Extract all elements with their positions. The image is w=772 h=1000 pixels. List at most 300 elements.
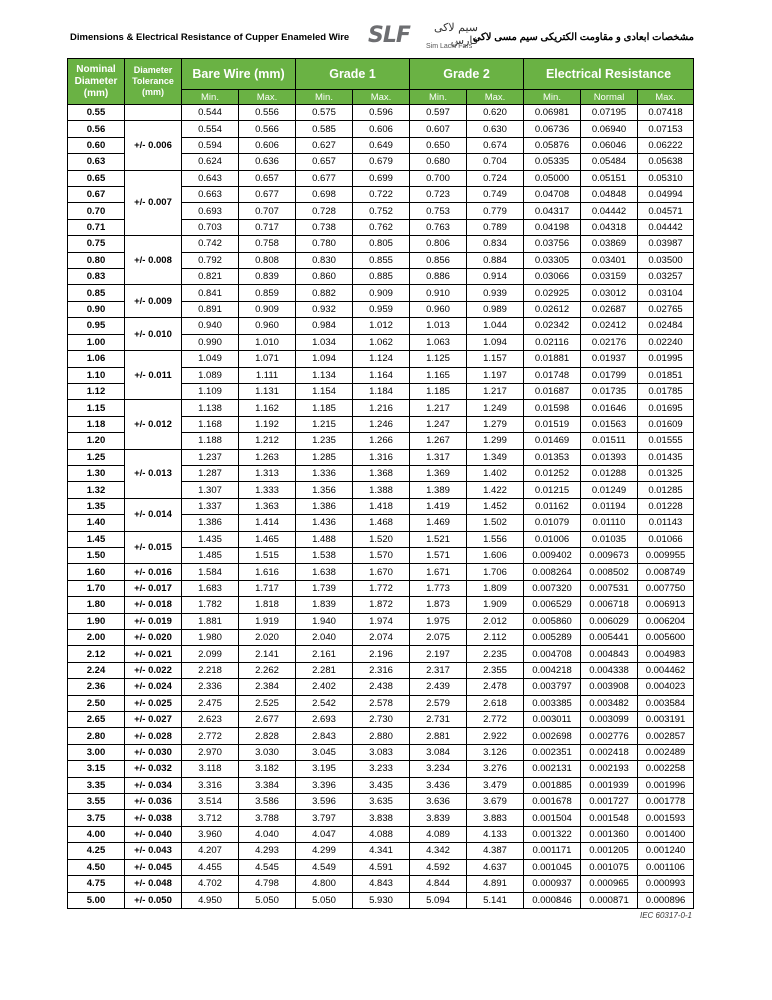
resistance-min-cell: 0.01881 [524,351,581,367]
tolerance-cell: +/- 0.032 [125,761,182,777]
resistance-max-cell: 0.001996 [638,777,694,793]
resistance-min-cell: 0.02342 [524,318,581,334]
resistance-max-cell: 0.001240 [638,843,694,859]
grade2-min-cell: 3.436 [410,777,467,793]
wire-spec-table [67,58,694,909]
grade2-min-cell: 2.731 [410,712,467,728]
grade1-max-cell: 0.699 [353,170,410,186]
grade2-min-cell: 1.185 [410,383,467,399]
bare-min-cell: 1.237 [182,449,239,465]
grade1-max-cell: 3.435 [353,777,410,793]
grade2-max-cell: 3.126 [467,744,524,760]
header-resistance-normal: Normal [581,90,638,105]
header-diameter-tolerance: Diameter Tolerance (mm) [125,59,182,105]
table-body [68,105,694,909]
table-row [68,449,694,465]
nominal-diameter-cell: 0.70 [68,203,125,219]
bare-min-cell: 0.594 [182,137,239,153]
grade1-min-cell: 4.549 [296,859,353,875]
grade1-max-cell: 2.196 [353,646,410,662]
nominal-diameter-cell: 1.32 [68,482,125,498]
bare-max-cell: 4.545 [239,859,296,875]
tolerance-cell: +/- 0.012 [125,400,182,449]
grade1-min-cell: 1.094 [296,351,353,367]
resistance-normal-cell: 0.04442 [581,203,638,219]
grade2-max-cell: 0.630 [467,121,524,137]
resistance-max-cell: 0.01435 [638,449,694,465]
bare-min-cell: 1.683 [182,580,239,596]
grade2-min-cell: 5.094 [410,892,467,908]
resistance-min-cell: 0.04317 [524,203,581,219]
tolerance-cell: +/- 0.030 [125,744,182,760]
grade2-min-cell: 0.960 [410,301,467,317]
resistance-min-cell: 0.01252 [524,465,581,481]
grade1-max-cell: 1.772 [353,580,410,596]
tolerance-cell: +/- 0.021 [125,646,182,662]
table-row [68,236,694,252]
grade1-max-cell: 1.570 [353,547,410,563]
bare-max-cell: 5.050 [239,892,296,908]
grade1-max-cell: 2.074 [353,630,410,646]
nominal-diameter-cell: 2.12 [68,646,125,662]
grade2-min-cell: 0.806 [410,236,467,252]
grade1-min-cell: 1.488 [296,531,353,547]
nominal-diameter-cell: 0.85 [68,285,125,301]
resistance-normal-cell: 0.03401 [581,252,638,268]
tolerance-cell [125,105,182,121]
resistance-min-cell: 0.008264 [524,564,581,580]
grade2-min-cell: 1.267 [410,433,467,449]
grade2-min-cell: 1.873 [410,597,467,613]
resistance-max-cell: 0.003191 [638,712,694,728]
grade1-min-cell: 0.738 [296,219,353,235]
bare-min-cell: 0.703 [182,219,239,235]
grade1-min-cell: 2.040 [296,630,353,646]
resistance-normal-cell: 0.01194 [581,498,638,514]
nominal-diameter-cell: 4.00 [68,826,125,842]
grade1-max-cell: 4.341 [353,843,410,859]
grade2-min-cell: 4.342 [410,843,467,859]
grade2-max-cell: 5.141 [467,892,524,908]
grade2-max-cell: 2.112 [467,630,524,646]
resistance-normal-cell: 0.001727 [581,794,638,810]
grade1-min-cell: 1.034 [296,334,353,350]
resistance-max-cell: 0.007750 [638,580,694,596]
grade1-min-cell: 1.356 [296,482,353,498]
grade2-min-cell: 3.636 [410,794,467,810]
grade2-min-cell: 1.125 [410,351,467,367]
bare-max-cell: 1.131 [239,383,296,399]
bare-max-cell: 1.162 [239,400,296,416]
header-grade2-max: Max. [467,90,524,105]
resistance-normal-cell: 0.001205 [581,843,638,859]
bare-max-cell: 0.677 [239,187,296,203]
grade1-min-cell: 0.932 [296,301,353,317]
grade2-max-cell: 0.620 [467,105,524,121]
resistance-normal-cell: 0.006029 [581,613,638,629]
bare-min-cell: 3.960 [182,826,239,842]
grade2-min-cell: 3.234 [410,761,467,777]
grade1-max-cell: 1.468 [353,515,410,531]
resistance-min-cell: 0.002351 [524,744,581,760]
resistance-normal-cell: 0.001075 [581,859,638,875]
nominal-diameter-cell: 5.00 [68,892,125,908]
nominal-diameter-cell: 3.15 [68,761,125,777]
grade2-min-cell: 0.856 [410,252,467,268]
grade2-min-cell: 2.075 [410,630,467,646]
resistance-max-cell: 0.05310 [638,170,694,186]
bare-max-cell: 1.263 [239,449,296,465]
grade1-min-cell: 0.627 [296,137,353,153]
table-row [68,121,694,137]
grade1-min-cell: 0.585 [296,121,353,137]
resistance-min-cell: 0.004218 [524,662,581,678]
grade1-min-cell: 4.299 [296,843,353,859]
resistance-max-cell: 0.01609 [638,416,694,432]
grade2-min-cell: 0.886 [410,269,467,285]
resistance-max-cell: 0.03500 [638,252,694,268]
resistance-max-cell: 0.002489 [638,744,694,760]
bare-max-cell: 0.636 [239,154,296,170]
grade2-min-cell: 3.839 [410,810,467,826]
resistance-normal-cell: 0.003908 [581,679,638,695]
resistance-min-cell: 0.005860 [524,613,581,629]
resistance-max-cell: 0.01851 [638,367,694,383]
nominal-diameter-cell: 0.60 [68,137,125,153]
grade2-min-cell: 1.389 [410,482,467,498]
nominal-diameter-cell: 1.10 [68,367,125,383]
resistance-min-cell: 0.02925 [524,285,581,301]
tolerance-cell: +/- 0.008 [125,236,182,285]
nominal-diameter-cell: 0.56 [68,121,125,137]
bare-min-cell: 1.188 [182,433,239,449]
bare-min-cell: 2.099 [182,646,239,662]
bare-max-cell: 1.465 [239,531,296,547]
grade1-min-cell: 3.596 [296,794,353,810]
grade2-min-cell: 0.753 [410,203,467,219]
grade1-min-cell: 3.797 [296,810,353,826]
bare-min-cell: 1.049 [182,351,239,367]
grade1-max-cell: 0.805 [353,236,410,252]
grade1-max-cell: 5.930 [353,892,410,908]
resistance-normal-cell: 0.000871 [581,892,638,908]
grade1-min-cell: 0.860 [296,269,353,285]
bare-max-cell: 0.960 [239,318,296,334]
grade2-max-cell: 1.217 [467,383,524,399]
tolerance-cell: +/- 0.014 [125,498,182,531]
bare-max-cell: 0.717 [239,219,296,235]
resistance-max-cell: 0.003584 [638,695,694,711]
resistance-min-cell: 0.003385 [524,695,581,711]
grade1-min-cell: 0.882 [296,285,353,301]
resistance-min-cell: 0.04198 [524,219,581,235]
resistance-min-cell: 0.01079 [524,515,581,531]
grade2-min-cell: 1.671 [410,564,467,580]
table-row [68,351,694,367]
bare-min-cell: 2.475 [182,695,239,711]
resistance-max-cell: 0.01785 [638,383,694,399]
nominal-diameter-cell: 1.80 [68,597,125,613]
nominal-diameter-cell: 1.12 [68,383,125,399]
table-row [68,597,694,613]
resistance-max-cell: 0.01325 [638,465,694,481]
resistance-min-cell: 0.03756 [524,236,581,252]
grade2-max-cell: 2.235 [467,646,524,662]
resistance-normal-cell: 0.004338 [581,662,638,678]
grade1-max-cell: 0.679 [353,154,410,170]
grade2-max-cell: 3.276 [467,761,524,777]
grade2-max-cell: 1.556 [467,531,524,547]
bare-max-cell: 1.333 [239,482,296,498]
bare-min-cell: 2.623 [182,712,239,728]
resistance-max-cell: 0.004462 [638,662,694,678]
resistance-min-cell: 0.02612 [524,301,581,317]
nominal-diameter-cell: 0.67 [68,187,125,203]
grade1-min-cell: 0.728 [296,203,353,219]
bare-min-cell: 1.881 [182,613,239,629]
grade1-max-cell: 1.184 [353,383,410,399]
resistance-min-cell: 0.05335 [524,154,581,170]
grade1-max-cell: 1.872 [353,597,410,613]
resistance-normal-cell: 0.008502 [581,564,638,580]
grade1-min-cell: 0.984 [296,318,353,334]
nominal-diameter-cell: 1.90 [68,613,125,629]
bare-max-cell: 1.313 [239,465,296,481]
resistance-normal-cell: 0.02687 [581,301,638,317]
grade1-min-cell: 0.677 [296,170,353,186]
logo-name-persian: سیم لاکی فارس [433,21,478,47]
grade1-min-cell: 2.693 [296,712,353,728]
resistance-normal-cell: 0.06940 [581,121,638,137]
nominal-diameter-cell: 1.25 [68,449,125,465]
grade2-min-cell: 4.089 [410,826,467,842]
resistance-max-cell: 0.07153 [638,121,694,137]
grade2-max-cell: 2.478 [467,679,524,695]
tolerance-cell: +/- 0.025 [125,695,182,711]
grade2-max-cell: 1.279 [467,416,524,432]
table-row [68,695,694,711]
resistance-normal-cell: 0.01799 [581,367,638,383]
resistance-min-cell: 0.01598 [524,400,581,416]
grade2-max-cell: 1.044 [467,318,524,334]
bare-min-cell: 0.544 [182,105,239,121]
grade1-min-cell: 1.638 [296,564,353,580]
bare-max-cell: 1.616 [239,564,296,580]
grade1-max-cell: 1.388 [353,482,410,498]
bare-min-cell: 2.772 [182,728,239,744]
resistance-normal-cell: 0.01735 [581,383,638,399]
grade1-max-cell: 3.233 [353,761,410,777]
resistance-max-cell: 0.01143 [638,515,694,531]
tolerance-cell: +/- 0.022 [125,662,182,678]
resistance-min-cell: 0.05876 [524,137,581,153]
grade2-min-cell: 4.844 [410,876,467,892]
bare-max-cell: 3.788 [239,810,296,826]
resistance-max-cell: 0.02484 [638,318,694,334]
bare-min-cell: 1.168 [182,416,239,432]
grade2-max-cell: 1.197 [467,367,524,383]
bare-min-cell: 4.455 [182,859,239,875]
header-electrical-resistance: Electrical Resistance [524,59,694,90]
nominal-diameter-cell: 1.40 [68,515,125,531]
bare-min-cell: 0.891 [182,301,239,317]
resistance-max-cell: 0.02765 [638,301,694,317]
grade2-min-cell: 0.910 [410,285,467,301]
bare-max-cell: 1.818 [239,597,296,613]
grade2-min-cell: 1.013 [410,318,467,334]
resistance-normal-cell: 0.04848 [581,187,638,203]
bare-max-cell: 1.071 [239,351,296,367]
bare-min-cell: 3.118 [182,761,239,777]
grade2-max-cell: 1.094 [467,334,524,350]
bare-min-cell: 3.316 [182,777,239,793]
nominal-diameter-cell: 2.36 [68,679,125,695]
grade1-min-cell: 3.195 [296,761,353,777]
grade1-max-cell: 1.520 [353,531,410,547]
grade1-min-cell: 3.396 [296,777,353,793]
table-row [68,892,694,908]
tolerance-cell: +/- 0.045 [125,859,182,875]
grade1-max-cell: 4.088 [353,826,410,842]
grade1-max-cell: 0.752 [353,203,410,219]
grade1-max-cell: 1.062 [353,334,410,350]
resistance-min-cell: 0.001504 [524,810,581,826]
grade1-min-cell: 2.843 [296,728,353,744]
nominal-diameter-cell: 0.95 [68,318,125,334]
grade1-max-cell: 3.083 [353,744,410,760]
bare-max-cell: 2.677 [239,712,296,728]
grade2-min-cell: 1.521 [410,531,467,547]
bare-min-cell: 2.336 [182,679,239,695]
grade1-max-cell: 1.124 [353,351,410,367]
grade1-max-cell: 0.596 [353,105,410,121]
table-row [68,318,694,334]
grade1-max-cell: 0.855 [353,252,410,268]
table-row [68,630,694,646]
grade2-max-cell: 1.502 [467,515,524,531]
nominal-diameter-cell: 2.00 [68,630,125,646]
resistance-min-cell: 0.009402 [524,547,581,563]
grade1-max-cell: 0.606 [353,121,410,137]
grade2-max-cell: 1.706 [467,564,524,580]
table-row [68,794,694,810]
resistance-normal-cell: 0.03159 [581,269,638,285]
resistance-max-cell: 0.001778 [638,794,694,810]
grade1-min-cell: 0.698 [296,187,353,203]
resistance-normal-cell: 0.001360 [581,826,638,842]
nominal-diameter-cell: 1.45 [68,531,125,547]
resistance-min-cell: 0.004708 [524,646,581,662]
grade2-max-cell: 4.133 [467,826,524,842]
grade2-min-cell: 2.881 [410,728,467,744]
grade2-max-cell: 1.606 [467,547,524,563]
resistance-max-cell: 0.004983 [638,646,694,662]
grade2-max-cell: 3.679 [467,794,524,810]
resistance-max-cell: 0.01228 [638,498,694,514]
resistance-normal-cell: 0.01110 [581,515,638,531]
grade1-min-cell: 1.538 [296,547,353,563]
resistance-min-cell: 0.002131 [524,761,581,777]
bare-min-cell: 4.702 [182,876,239,892]
tolerance-cell: +/- 0.043 [125,843,182,859]
grade2-max-cell: 0.914 [467,269,524,285]
grade2-max-cell: 0.674 [467,137,524,153]
resistance-max-cell: 0.01555 [638,433,694,449]
grade2-min-cell: 0.763 [410,219,467,235]
grade1-max-cell: 2.316 [353,662,410,678]
grade2-min-cell: 1.317 [410,449,467,465]
tolerance-cell: +/- 0.013 [125,449,182,498]
grade1-max-cell: 2.880 [353,728,410,744]
resistance-normal-cell: 0.01563 [581,416,638,432]
header-grade1-min: Min. [296,90,353,105]
resistance-min-cell: 0.002698 [524,728,581,744]
tolerance-cell: +/- 0.018 [125,597,182,613]
bare-max-cell: 0.657 [239,170,296,186]
grade2-min-cell: 4.592 [410,859,467,875]
grade1-max-cell: 1.316 [353,449,410,465]
bare-max-cell: 1.212 [239,433,296,449]
resistance-normal-cell: 0.005441 [581,630,638,646]
grade2-max-cell: 0.939 [467,285,524,301]
grade2-max-cell: 3.479 [467,777,524,793]
tolerance-cell: +/- 0.024 [125,679,182,695]
bare-max-cell: 2.828 [239,728,296,744]
header-grade-2: Grade 2 [410,59,524,90]
tolerance-cell: +/- 0.020 [125,630,182,646]
nominal-diameter-cell: 2.50 [68,695,125,711]
resistance-normal-cell: 0.03869 [581,236,638,252]
table-row [68,646,694,662]
resistance-max-cell: 0.008749 [638,564,694,580]
tolerance-cell: +/- 0.028 [125,728,182,744]
bare-min-cell: 1.138 [182,400,239,416]
grade1-max-cell: 1.216 [353,400,410,416]
bare-max-cell: 2.141 [239,646,296,662]
bare-min-cell: 0.841 [182,285,239,301]
tolerance-cell: +/- 0.019 [125,613,182,629]
resistance-min-cell: 0.01748 [524,367,581,383]
grade1-min-cell: 1.185 [296,400,353,416]
resistance-min-cell: 0.04708 [524,187,581,203]
grade1-min-cell: 1.134 [296,367,353,383]
tolerance-cell: +/- 0.036 [125,794,182,810]
grade1-min-cell: 4.800 [296,876,353,892]
tolerance-cell: +/- 0.006 [125,121,182,170]
nominal-diameter-cell: 0.83 [68,269,125,285]
tolerance-cell: +/- 0.038 [125,810,182,826]
nominal-diameter-cell: 1.60 [68,564,125,580]
grade2-min-cell: 0.723 [410,187,467,203]
grade1-max-cell: 1.974 [353,613,410,629]
resistance-normal-cell: 0.001939 [581,777,638,793]
table-row [68,531,694,547]
grade1-max-cell: 0.649 [353,137,410,153]
bare-min-cell: 0.554 [182,121,239,137]
grade1-min-cell: 1.839 [296,597,353,613]
nominal-diameter-cell: 1.06 [68,351,125,367]
resistance-normal-cell: 0.02176 [581,334,638,350]
bare-max-cell: 4.293 [239,843,296,859]
header-grade1-max: Max. [353,90,410,105]
resistance-min-cell: 0.01519 [524,416,581,432]
nominal-diameter-cell: 1.15 [68,400,125,416]
bare-min-cell: 1.109 [182,383,239,399]
grade2-min-cell: 0.607 [410,121,467,137]
grade1-max-cell: 4.843 [353,876,410,892]
grade1-min-cell: 2.402 [296,679,353,695]
grade2-max-cell: 2.618 [467,695,524,711]
